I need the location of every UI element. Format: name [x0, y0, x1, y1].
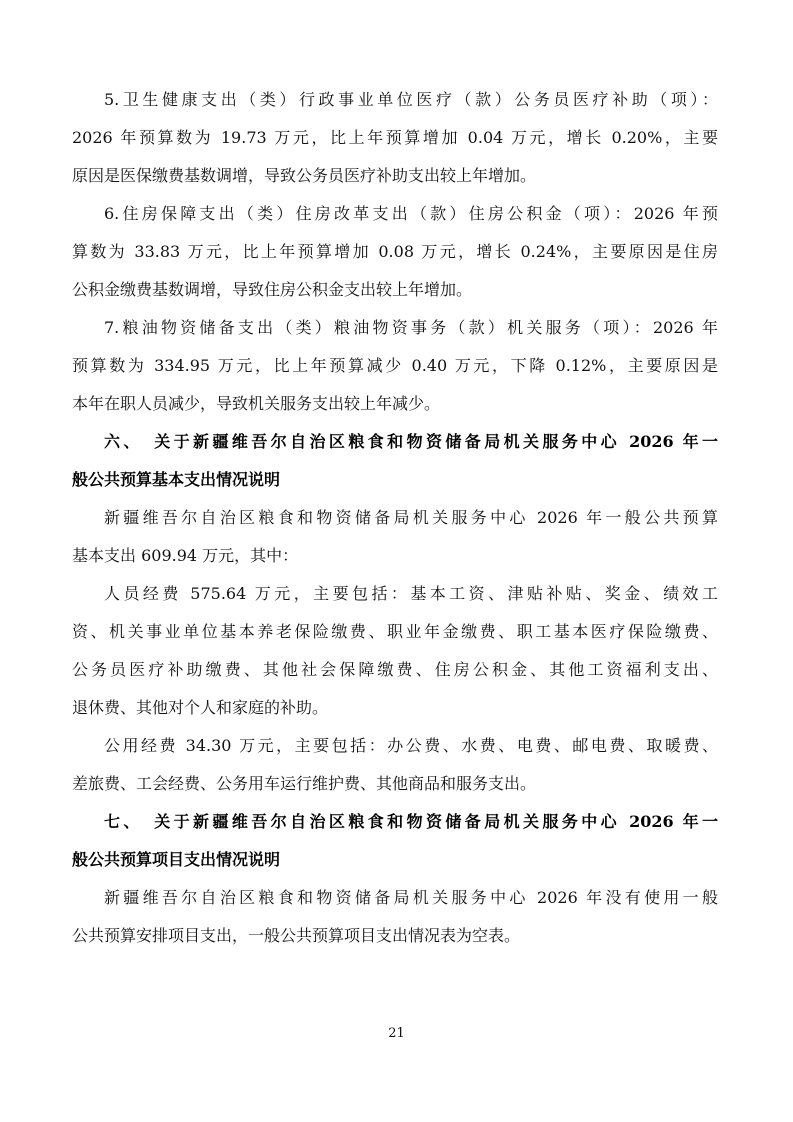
- paragraph: [72, 879, 718, 955]
- text-line: 原因是医保缴费基数调增，导致公务员医疗补助支出较上年增加。: [72, 166, 537, 185]
- text-line: 退休费、其他对个人和家庭的补助。: [72, 698, 329, 717]
- text-line: 本年在职人员减少，导致机关服务支出较上年减少。: [72, 394, 441, 413]
- text-line: 差旅费、工会经费、公务用车运行维护费、其他商品和服务支出。: [72, 774, 537, 793]
- paragraph: [72, 499, 718, 575]
- text-line: 公共预算安排项目支出，一般公共预算项目支出情况表为空表。: [72, 926, 521, 945]
- text-line: 公用经费 34.30 万元，主要包括：办公费、水费、电费、邮电费、取暖费、: [104, 736, 718, 755]
- paragraph: [72, 575, 718, 727]
- text-line: 人员经费 575.64 万元，主要包括：基本工资、津贴补贴、奖金、绩效工: [104, 584, 718, 603]
- section-heading: [72, 423, 718, 499]
- paragraph: [72, 195, 718, 309]
- text-line: 公积金缴费基数调增，导致住房公积金支出较上年增加。: [72, 280, 473, 299]
- text-line: 公务员医疗补助缴费、其他社会保障缴费、住房公积金、其他工资福利支出、: [72, 660, 718, 679]
- document-body: [72, 81, 718, 955]
- text-line: 基本支出 609.94 万元，其中：: [72, 546, 299, 565]
- section-heading: [72, 803, 718, 879]
- text-line: 新疆维吾尔自治区粮食和物资储备局机关服务中心 2026 年没有使用一般: [104, 888, 718, 907]
- page-number: 21: [388, 1026, 405, 1041]
- text-line: 资、机关事业单位基本养老保险缴费、职业年金缴费、职工基本医疗保险缴费、: [72, 622, 718, 641]
- text-line: 六、 关于新疆维吾尔自治区粮食和物资储备局机关服务中心 2026 年一: [104, 432, 718, 451]
- text-line: 5.卫生健康支出（类）行政事业单位医疗（款）公务员医疗补助（项）：: [104, 90, 718, 109]
- text-line: 2026 年预算数为 19.73 万元，比上年预算增加 0.04 万元，增长 0.20%，主要: [72, 128, 718, 147]
- text-line: 算数为 33.83 万元，比上年预算增加 0.08 万元，增长 0.24%，主要原因是住房: [72, 242, 718, 261]
- text-line: 6.住房保障支出（类）住房改革支出（款）住房公积金（项）：2026 年预: [104, 204, 718, 223]
- paragraph: [72, 727, 718, 803]
- text-line: 般公共预算项目支出情况说明: [72, 850, 281, 869]
- text-line: 般公共预算基本支出情况说明: [72, 470, 281, 489]
- text-line: 七、 关于新疆维吾尔自治区粮食和物资储备局机关服务中心 2026 年一: [104, 812, 718, 831]
- text-line: 预算数为 334.95 万元，比上年预算减少 0.40 万元，下降 0.12%，主要原因是: [72, 356, 718, 375]
- paragraph: [72, 81, 718, 195]
- text-line: 7.粮油物资储备支出（类）粮油物资事务（款）机关服务（项）：2026 年: [104, 318, 718, 337]
- paragraph: [72, 309, 718, 423]
- text-line: 新疆维吾尔自治区粮食和物资储备局机关服务中心 2026 年一般公共预算: [104, 508, 718, 527]
